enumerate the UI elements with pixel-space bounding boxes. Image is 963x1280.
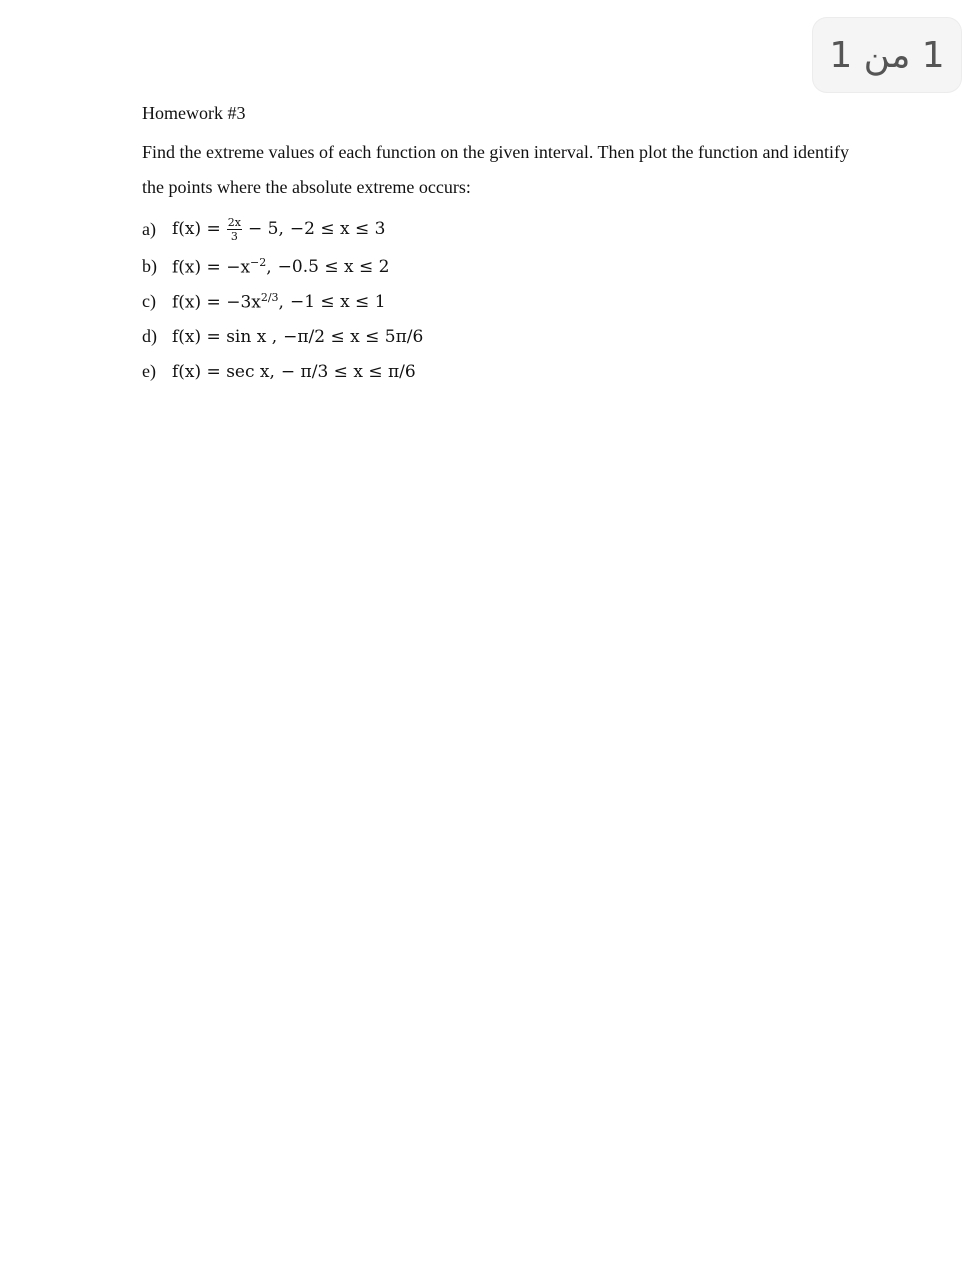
problem-label: c) bbox=[142, 291, 156, 311]
problem-label: a) bbox=[142, 218, 156, 239]
problem-label: d) bbox=[142, 326, 157, 346]
function-rest: − 5, bbox=[248, 219, 284, 239]
problem-expression bbox=[172, 291, 386, 313]
function-lhs: f(x) = bbox=[172, 219, 221, 239]
problem-list bbox=[142, 209, 872, 389]
problem-item-e bbox=[142, 354, 872, 389]
problem-item-b bbox=[142, 249, 872, 284]
problem-expression bbox=[172, 362, 416, 382]
document-body bbox=[142, 100, 872, 389]
problem-label: e) bbox=[142, 361, 156, 381]
page-indicator: 1 من 1 bbox=[813, 18, 961, 92]
problem-item-d bbox=[142, 319, 872, 354]
fraction bbox=[227, 217, 242, 242]
interval: −2 ≤ x ≤ 3 bbox=[289, 219, 386, 239]
function-expression: f(x) = −3x bbox=[172, 292, 261, 313]
problem-expression bbox=[172, 217, 385, 242]
problem-item-c bbox=[142, 284, 872, 319]
interval: −1 ≤ x ≤ 1 bbox=[289, 291, 386, 312]
function-expression: f(x) = −x bbox=[172, 257, 251, 278]
function-expression: f(x) = sin x , bbox=[172, 326, 278, 347]
interval: −π/2 ≤ x ≤ 5π/6 bbox=[283, 326, 424, 347]
problem-label: b) bbox=[142, 256, 157, 276]
problem-expression bbox=[172, 256, 389, 278]
separator-comma: , bbox=[278, 292, 284, 313]
exponent: −2 bbox=[250, 255, 267, 269]
exponent: 2/3 bbox=[260, 290, 279, 304]
problem-item-a bbox=[142, 209, 872, 249]
fraction-numerator: 2x bbox=[227, 215, 241, 229]
document-title: Homework #3 bbox=[142, 103, 246, 123]
function-expression: f(x) = sec x, bbox=[172, 361, 275, 382]
fraction-denominator: 3 bbox=[230, 229, 238, 243]
instructions-text: Find the extreme values of each function on the given interval. Then plot the function and identify the points where the absolute extreme occurs: bbox=[142, 142, 849, 197]
interval: −0.5 ≤ x ≤ 2 bbox=[277, 256, 390, 277]
interval: − π/3 ≤ x ≤ π/6 bbox=[280, 361, 416, 382]
problem-expression bbox=[172, 327, 423, 347]
separator-comma: , bbox=[266, 257, 272, 278]
